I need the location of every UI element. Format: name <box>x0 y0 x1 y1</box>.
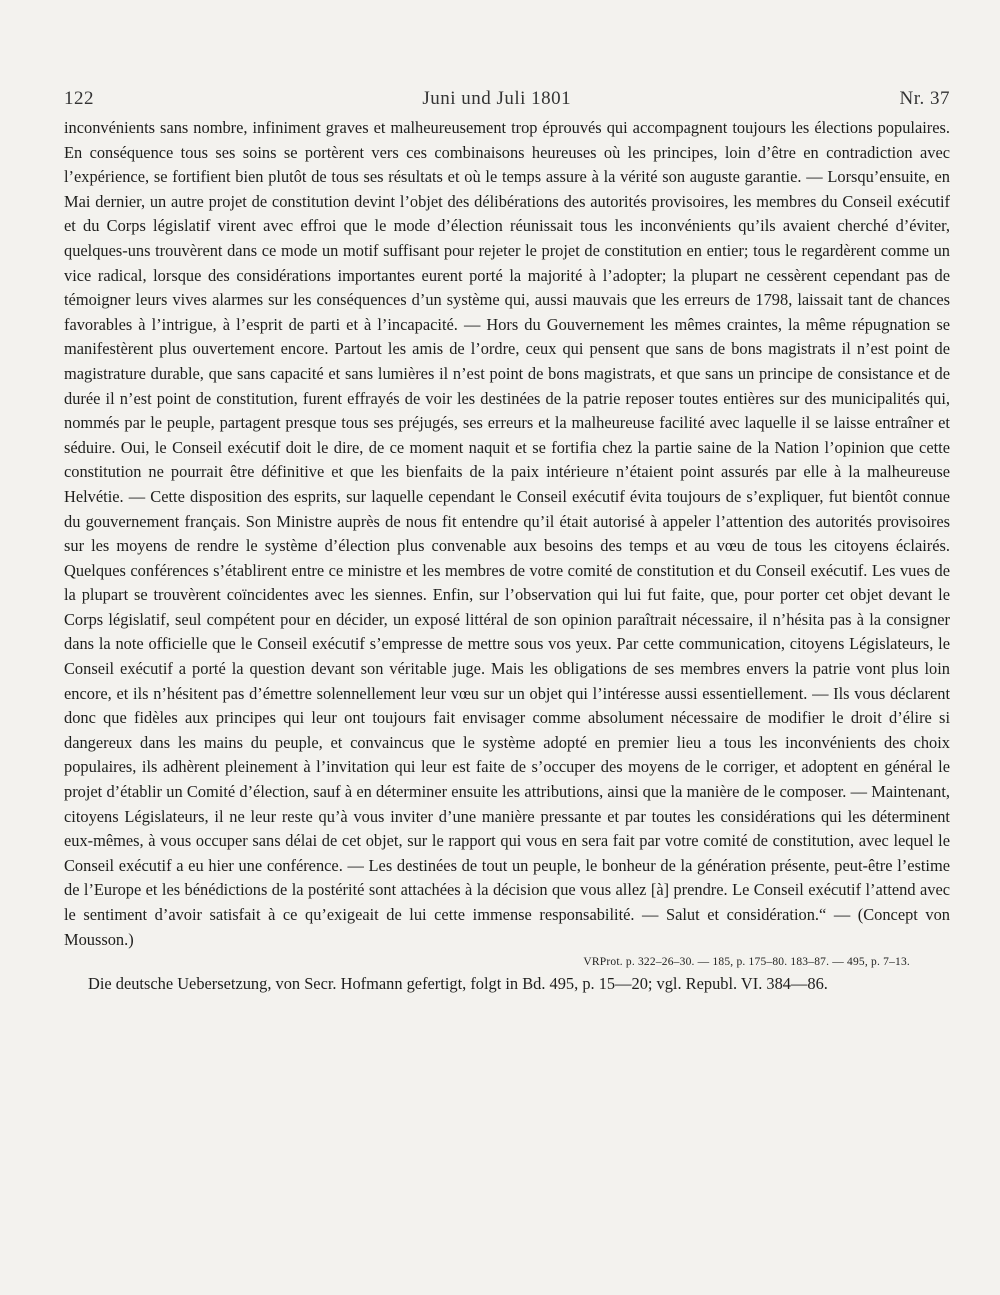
editorial-note: Die deutsche Uebersetzung, von Secr. Hofmann gefertigt, folgt in Bd. 495, p. 15—20; vgl. Republ. VI. 384—86. <box>88 974 828 994</box>
sources-line: VRProt. p. 322–26–30. — 185, p. 175–80. 183–87. — 495, p. 7–13. <box>583 956 910 969</box>
page-number: 122 <box>64 88 94 109</box>
main-text-paragraph: inconvénients sans nombre, infiniment graves et malheureusement trop éprouvés qui accompagnent toujours les élections populaires. En conséquence tous ses soins se portèrent vers ces combinaisons heureuses où les principes, loin d’être en contradiction avec l’expérience, se fortifient bien plutôt de tous ses résultats et où le temps assure à la vérité son auguste garantie. — Lorsqu’ensuite, en Mai dernier, un autre projet de constitution devint l’objet des délibérations des autorités provisoires, les membres du Conseil exécutif et du Corps législatif virent avec effroi que le mode d’élection réunissait tous les inconvénients qu’ils avaient cherché d’éviter, quelques-uns trouvèrent dans ce mode un motif suffisant pour rejeter le projet de constitution en entier; tous le regardèrent comme un vice radical, lorsque des considérations importantes eurent porté la majorité à l’adopter; la plupart ne cessèrent cependant pas de témoigner leurs vives alarmes sur les conséquences d’un système qui, aussi mauvais que les erreurs de 1798, laissait tant de chances favorables à l’intrigue, à l’esprit de parti et à l’incapacité. — Hors du Gouvernement les mêmes craintes, la même répugnation se manifestèrent plus ouvertement encore. Partout les amis de l’ordre, ceux qui pensent que sans de bons magistrats il n’est point de magistrature durable, que sans capacité et sans lumières il n’est point de bons magistrats, et que sans un principe de consistance et de durée il n’est point de constitution, furent effrayés de voir les destinées de la patrie reposer toutes entières sur des municipalités qui, nommés par le peuple, partagent presque tous ses préjugés, ses erreurs et la malheureuse facilité avec laquelle il se laisse entraîner et séduire. Oui, le Conseil exécutif doit le dire, de ce moment naquit et se fortifia chez la partie saine de la Nation l’opinion que cette constitution ne pourrait être définitive et que les bienfaits de la paix intérieure n’étaient point assurés par elle à la malheureuse Helvétie. — Cette disposition des esprits, sur laquelle cependant le Conseil exécutif évita toujours de s’expliquer, fut bientôt connue du gouvernement français. Son Ministre auprès de nous fit entendre qu’il était autorisé à appeler l’attention des autorités provisoires sur les moyens de rendre le système d’élection plus convenable aux besoins des temps et au vœu de tous les citoyens éclairés. Quelques conférences s’établirent entre ce ministre et les membres de votre comité de constitution et du Conseil exécutif. Les vues de la plupart se trouvèrent coïncidentes avec les siennes. Enfin, sur l’observation qui lui fut faite, que, pour porter cet objet devant le Corps législatif, seul compétent pour en décider, un exposé littéral de son opinion paraîtrait nécessaire, il n’hésita pas à la consigner dans la note officielle que le Conseil exécutif s’empresse de mettre sous vos yeux. Par cette communication, citoyens Législateurs, le Conseil exécutif a porté la question devant son véritable juge. Mais les obligations de ses membres envers la patrie vont plus loin encore, et ils n’hésitent pas d’émettre solennellement leur vœu sur un objet qui l’intéresse aussi essentiellement. — Ils vous déclarent donc que fidèles aux principes qui leur ont toujours fait envisager comme absolument nécessaire de modifier le droit d’élire si dangereux dans les mains du peuple, et convaincus que le système adopté en premier lieu a tous les inconvénients des choix populaires, ils adhèrent pleinement à l’invitation qui leur est faite de s’occuper des moyens de le corriger, et adoptent en général le projet d’établir un Comité d’élection, sauf à en déterminer ensuite les attributions, ainsi que la manière de le composer. — Maintenant, citoyens Législateurs, il ne leur reste qu’à vous inviter d’une manière pressante et par toutes les considérations qui les déterminent eux-mêmes, à vous occuper sans délai de cet objet, sur le rapport qui vous en sera fait par votre comité de constitution, avec lequel le Conseil exécutif a eu hier une conférence. — Les destinées de tout un peuple, le bonheur de la génération présente, peut-être l’estime de l’Europe et les bénédictions de la postérité sont attachées à la décision que vous allez [à] prendre. Le Conseil exécutif l’attend avec le sentiment d’avoir satisfait à ce qu’exigeait de lui cette immense responsabilité. — Salut et considération.“ — (Concept von Mousson.) <box>64 118 950 949</box>
document-number: Nr. 37 <box>899 88 950 109</box>
running-title: Juni und Juli 1801 <box>422 88 572 109</box>
running-header <box>64 88 950 110</box>
